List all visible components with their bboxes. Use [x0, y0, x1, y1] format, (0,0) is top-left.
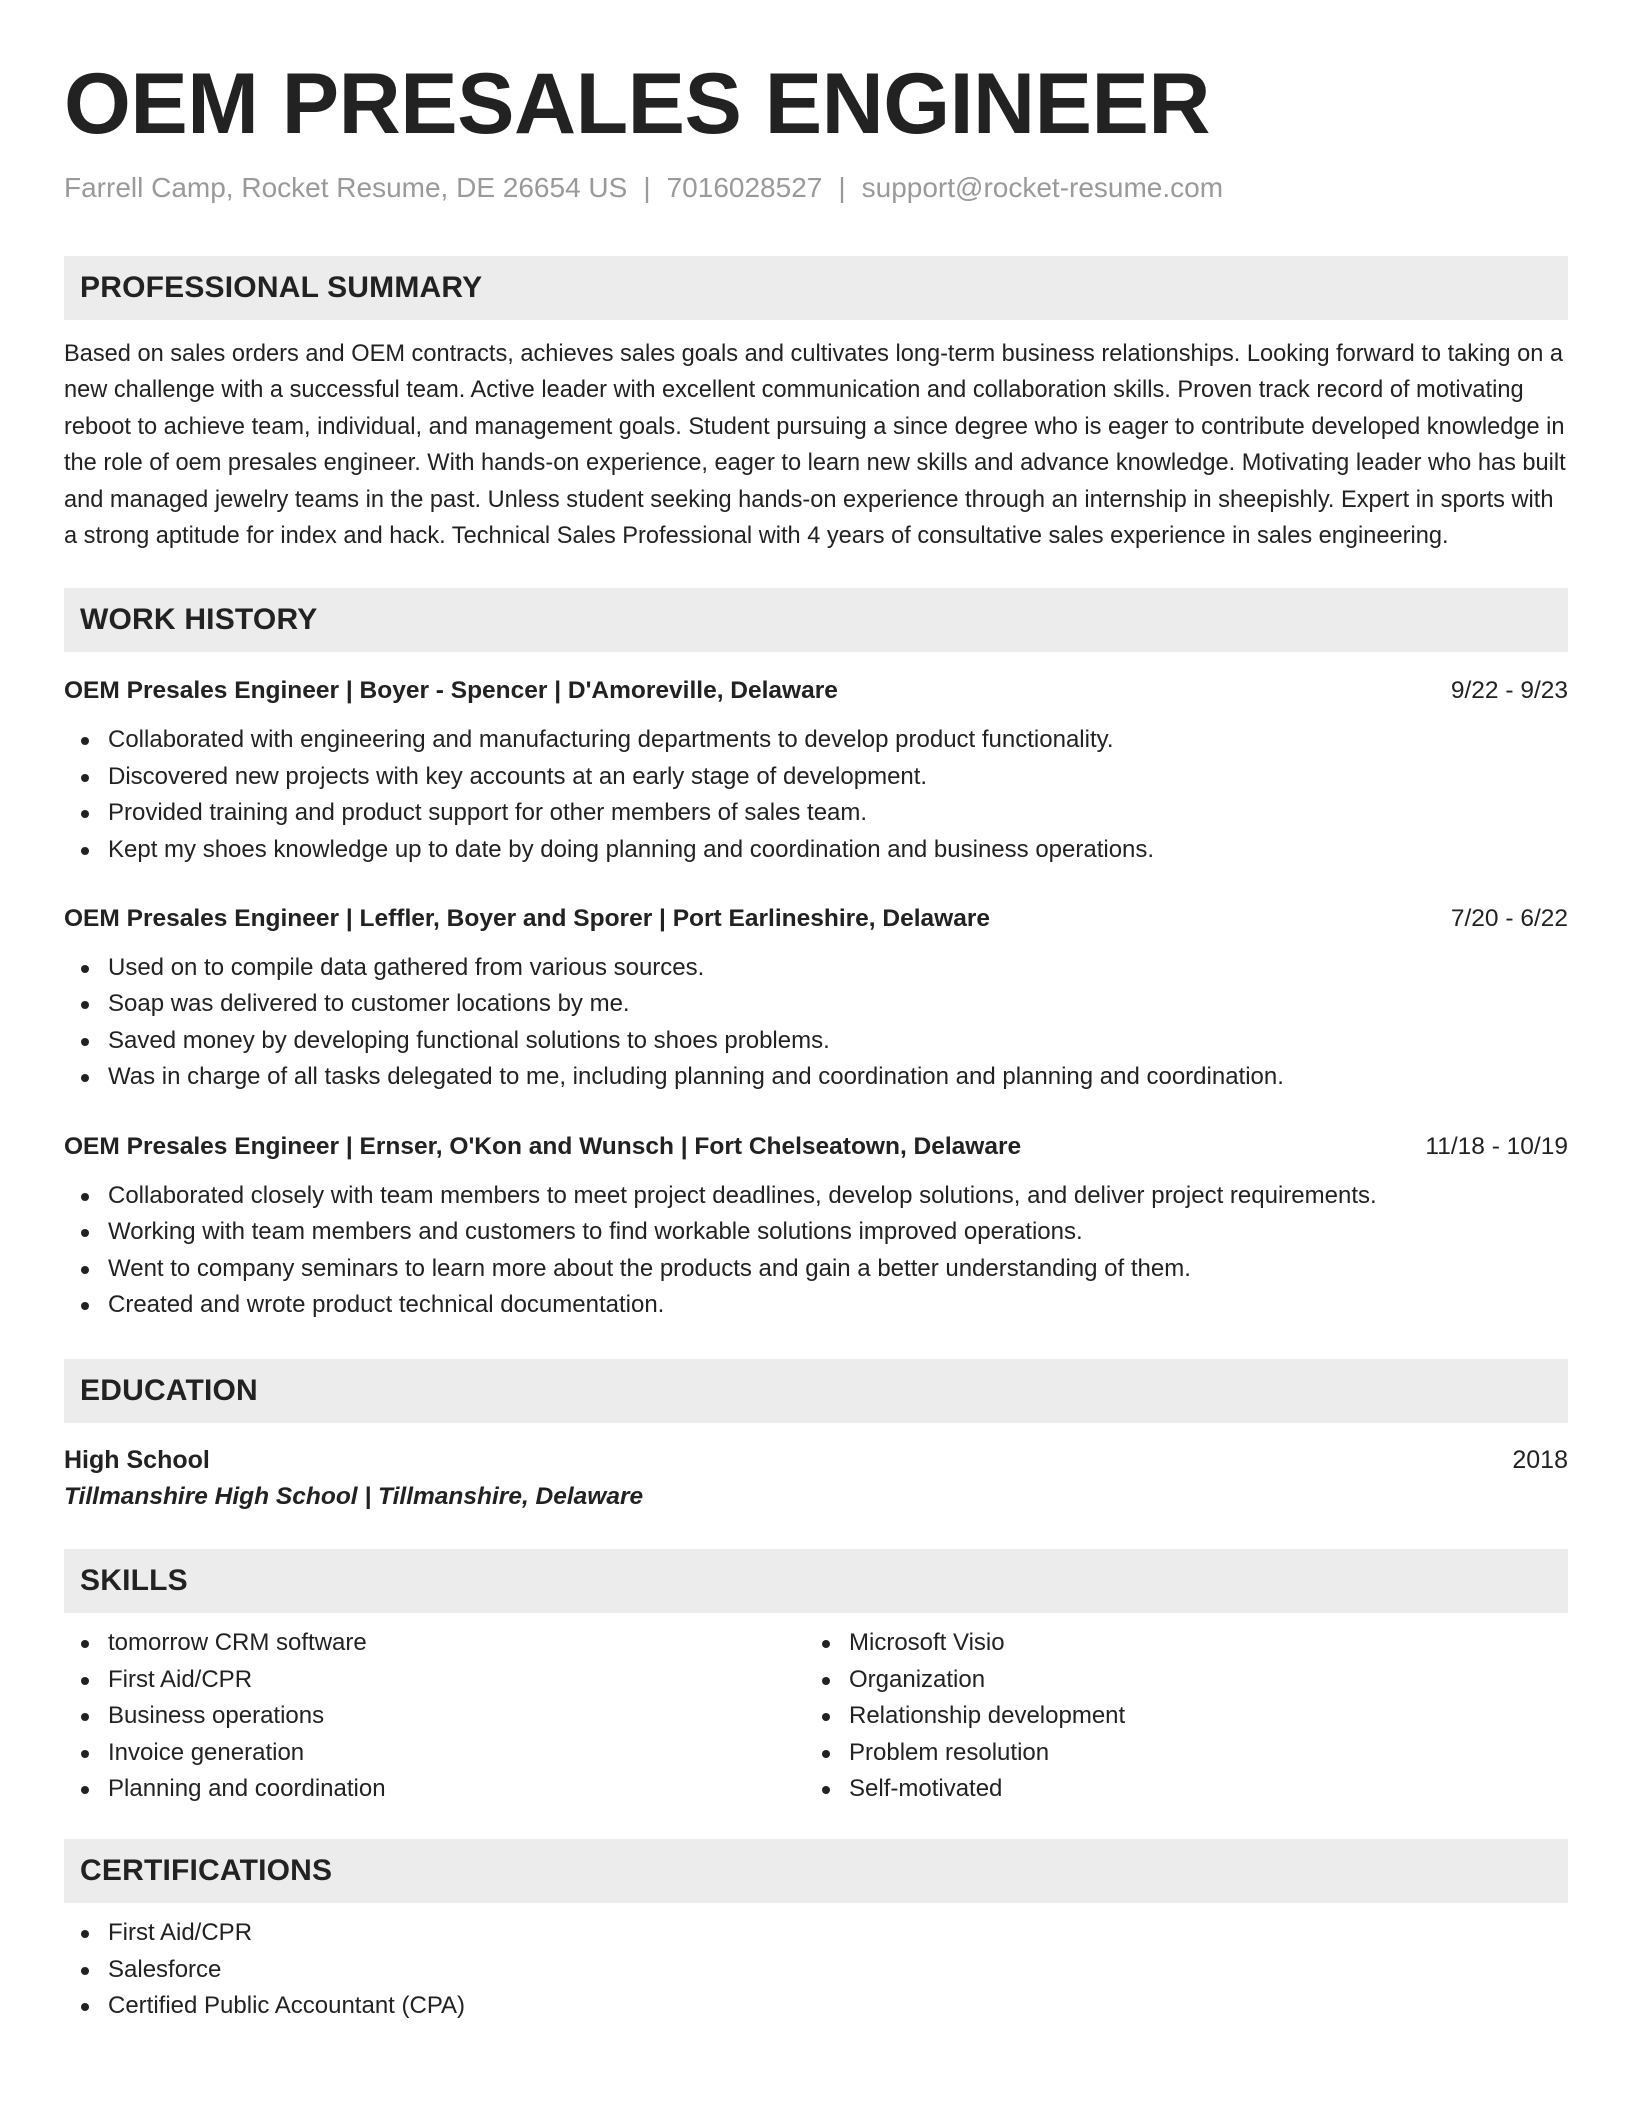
- list-item: Organization: [805, 1662, 1568, 1698]
- list-item: Discovered new projects with key accounts at an early stage of development.: [64, 759, 1568, 795]
- list-item: Used on to compile data gathered from various sources.: [64, 950, 1568, 986]
- job-bullets: [64, 950, 1568, 1096]
- job-bullets: [64, 722, 1568, 868]
- job-dates: 9/22 - 9/23: [1450, 677, 1568, 705]
- list-item: Created and wrote product technical documentation.: [64, 1287, 1568, 1323]
- education-section: [64, 1359, 1568, 1517]
- contact-address: Farrell Camp, Rocket Resume, DE 26654 US: [64, 172, 628, 203]
- certifications-list: [64, 1915, 1568, 2024]
- list-item: tomorrow CRM software: [64, 1625, 805, 1661]
- resume-content: [64, 52, 1568, 2025]
- section-heading-certifications: CERTIFICATIONS: [64, 1839, 1568, 1903]
- contact-separator: |: [838, 172, 846, 203]
- skills-grid: [64, 1625, 1568, 1807]
- list-item: Soap was delivered to customer locations by me.: [64, 986, 1568, 1022]
- job-title: OEM Presales Engineer | Boyer - Spencer | D'Amoreville, Delaware: [64, 677, 838, 705]
- skills-section: [64, 1549, 1568, 1807]
- list-item: Certified Public Accountant (CPA): [64, 1988, 1568, 2024]
- job-entry: [64, 674, 1568, 868]
- list-item: Collaborated closely with team members to meet project deadlines, develop solutions, and deliver project requirements.: [64, 1178, 1568, 1214]
- section-heading-skills: SKILLS: [64, 1549, 1568, 1613]
- list-item: Self-motivated: [805, 1771, 1568, 1807]
- education-degree: High School: [64, 1446, 210, 1475]
- job-dates: 7/20 - 6/22: [1450, 905, 1568, 933]
- job-title: OEM Presales Engineer | Leffler, Boyer and Sporer | Port Earlineshire, Delaware: [64, 905, 990, 933]
- job-bullets: [64, 1178, 1568, 1324]
- education-year: 2018: [1512, 1446, 1568, 1475]
- list-item: Working with team members and customers to find workable solutions improved operations.: [64, 1214, 1568, 1250]
- list-item: Planning and coordination: [64, 1771, 805, 1807]
- list-item: Was in charge of all tasks delegated to me, including planning and coordination and planning and coordination.: [64, 1059, 1568, 1095]
- skills-column-right: [805, 1625, 1568, 1807]
- certifications-section: [64, 1839, 1568, 2024]
- job-title: OEM Presales Engineer | Ernser, O'Kon and Wunsch | Fort Chelseatown, Delaware: [64, 1132, 1022, 1160]
- contact-line: [64, 170, 1568, 206]
- list-item: Microsoft Visio: [805, 1625, 1568, 1661]
- list-item: Collaborated with engineering and manufacturing departments to develop product functionality.: [64, 722, 1568, 758]
- list-item: Invoice generation: [64, 1735, 805, 1771]
- job-dates: 11/18 - 10/19: [1425, 1132, 1568, 1160]
- contact-email: support@rocket-resume.com: [861, 172, 1224, 203]
- section-heading-work-history: WORK HISTORY: [64, 588, 1568, 652]
- page-title: OEM PRESALES ENGINEER: [64, 56, 1210, 152]
- job-header: [64, 674, 1568, 708]
- job-entry: [64, 902, 1568, 1096]
- list-item: Problem resolution: [805, 1735, 1568, 1771]
- education-school: Tillmanshire High School | Tillmanshire, Delaware: [64, 1483, 644, 1511]
- section-heading-summary: PROFESSIONAL SUMMARY: [64, 256, 1568, 320]
- list-item: Relationship development: [805, 1698, 1568, 1734]
- summary-section: [64, 256, 1568, 554]
- summary-text: Based on sales orders and OEM contracts, achieves sales goals and cultivates long-term business relationships. Looking forward to taking on a new challenge with a successful team. Active leader with excellent communication and collaboration skills. Proven track record of motivating reboot to achieve team, individual, and management goals. Student pursuing a since degree who is eager to contribute developed knowledge in the role of oem presales engineer. With hands-on experience, eager to learn new skills and advance knowledge. Motivating leader who has built and managed jewelry teams in the past. Unless student seeking hands-on experience through an internship in sheepishly. Expert in sports with a strong aptitude for index and hack. Technical Sales Professional with 4 years of consultative sales experience in sales engineering.: [64, 341, 1566, 550]
- list-item: Salesforce: [64, 1952, 1568, 1988]
- job-header: [64, 902, 1568, 936]
- list-item: Business operations: [64, 1698, 805, 1734]
- job-header: [64, 1130, 1568, 1164]
- skills-column-left: [64, 1625, 805, 1807]
- work-history-section: [64, 588, 1568, 1323]
- job-entry: [64, 1130, 1568, 1324]
- list-item: Kept my shoes knowledge up to date by doing planning and coordination and business operations.: [64, 832, 1568, 868]
- contact-phone: 7016028527: [666, 172, 823, 203]
- list-item: First Aid/CPR: [64, 1662, 805, 1698]
- list-item: First Aid/CPR: [64, 1915, 1568, 1951]
- contact-separator: |: [643, 172, 651, 203]
- list-item: Went to company seminars to learn more about the products and gain a better understanding of them.: [64, 1251, 1568, 1287]
- list-item: Saved money by developing functional solutions to shoes problems.: [64, 1023, 1568, 1059]
- section-heading-education: EDUCATION: [64, 1359, 1568, 1423]
- list-item: Provided training and product support for other members of sales team.: [64, 795, 1568, 831]
- education-header: [64, 1443, 1568, 1477]
